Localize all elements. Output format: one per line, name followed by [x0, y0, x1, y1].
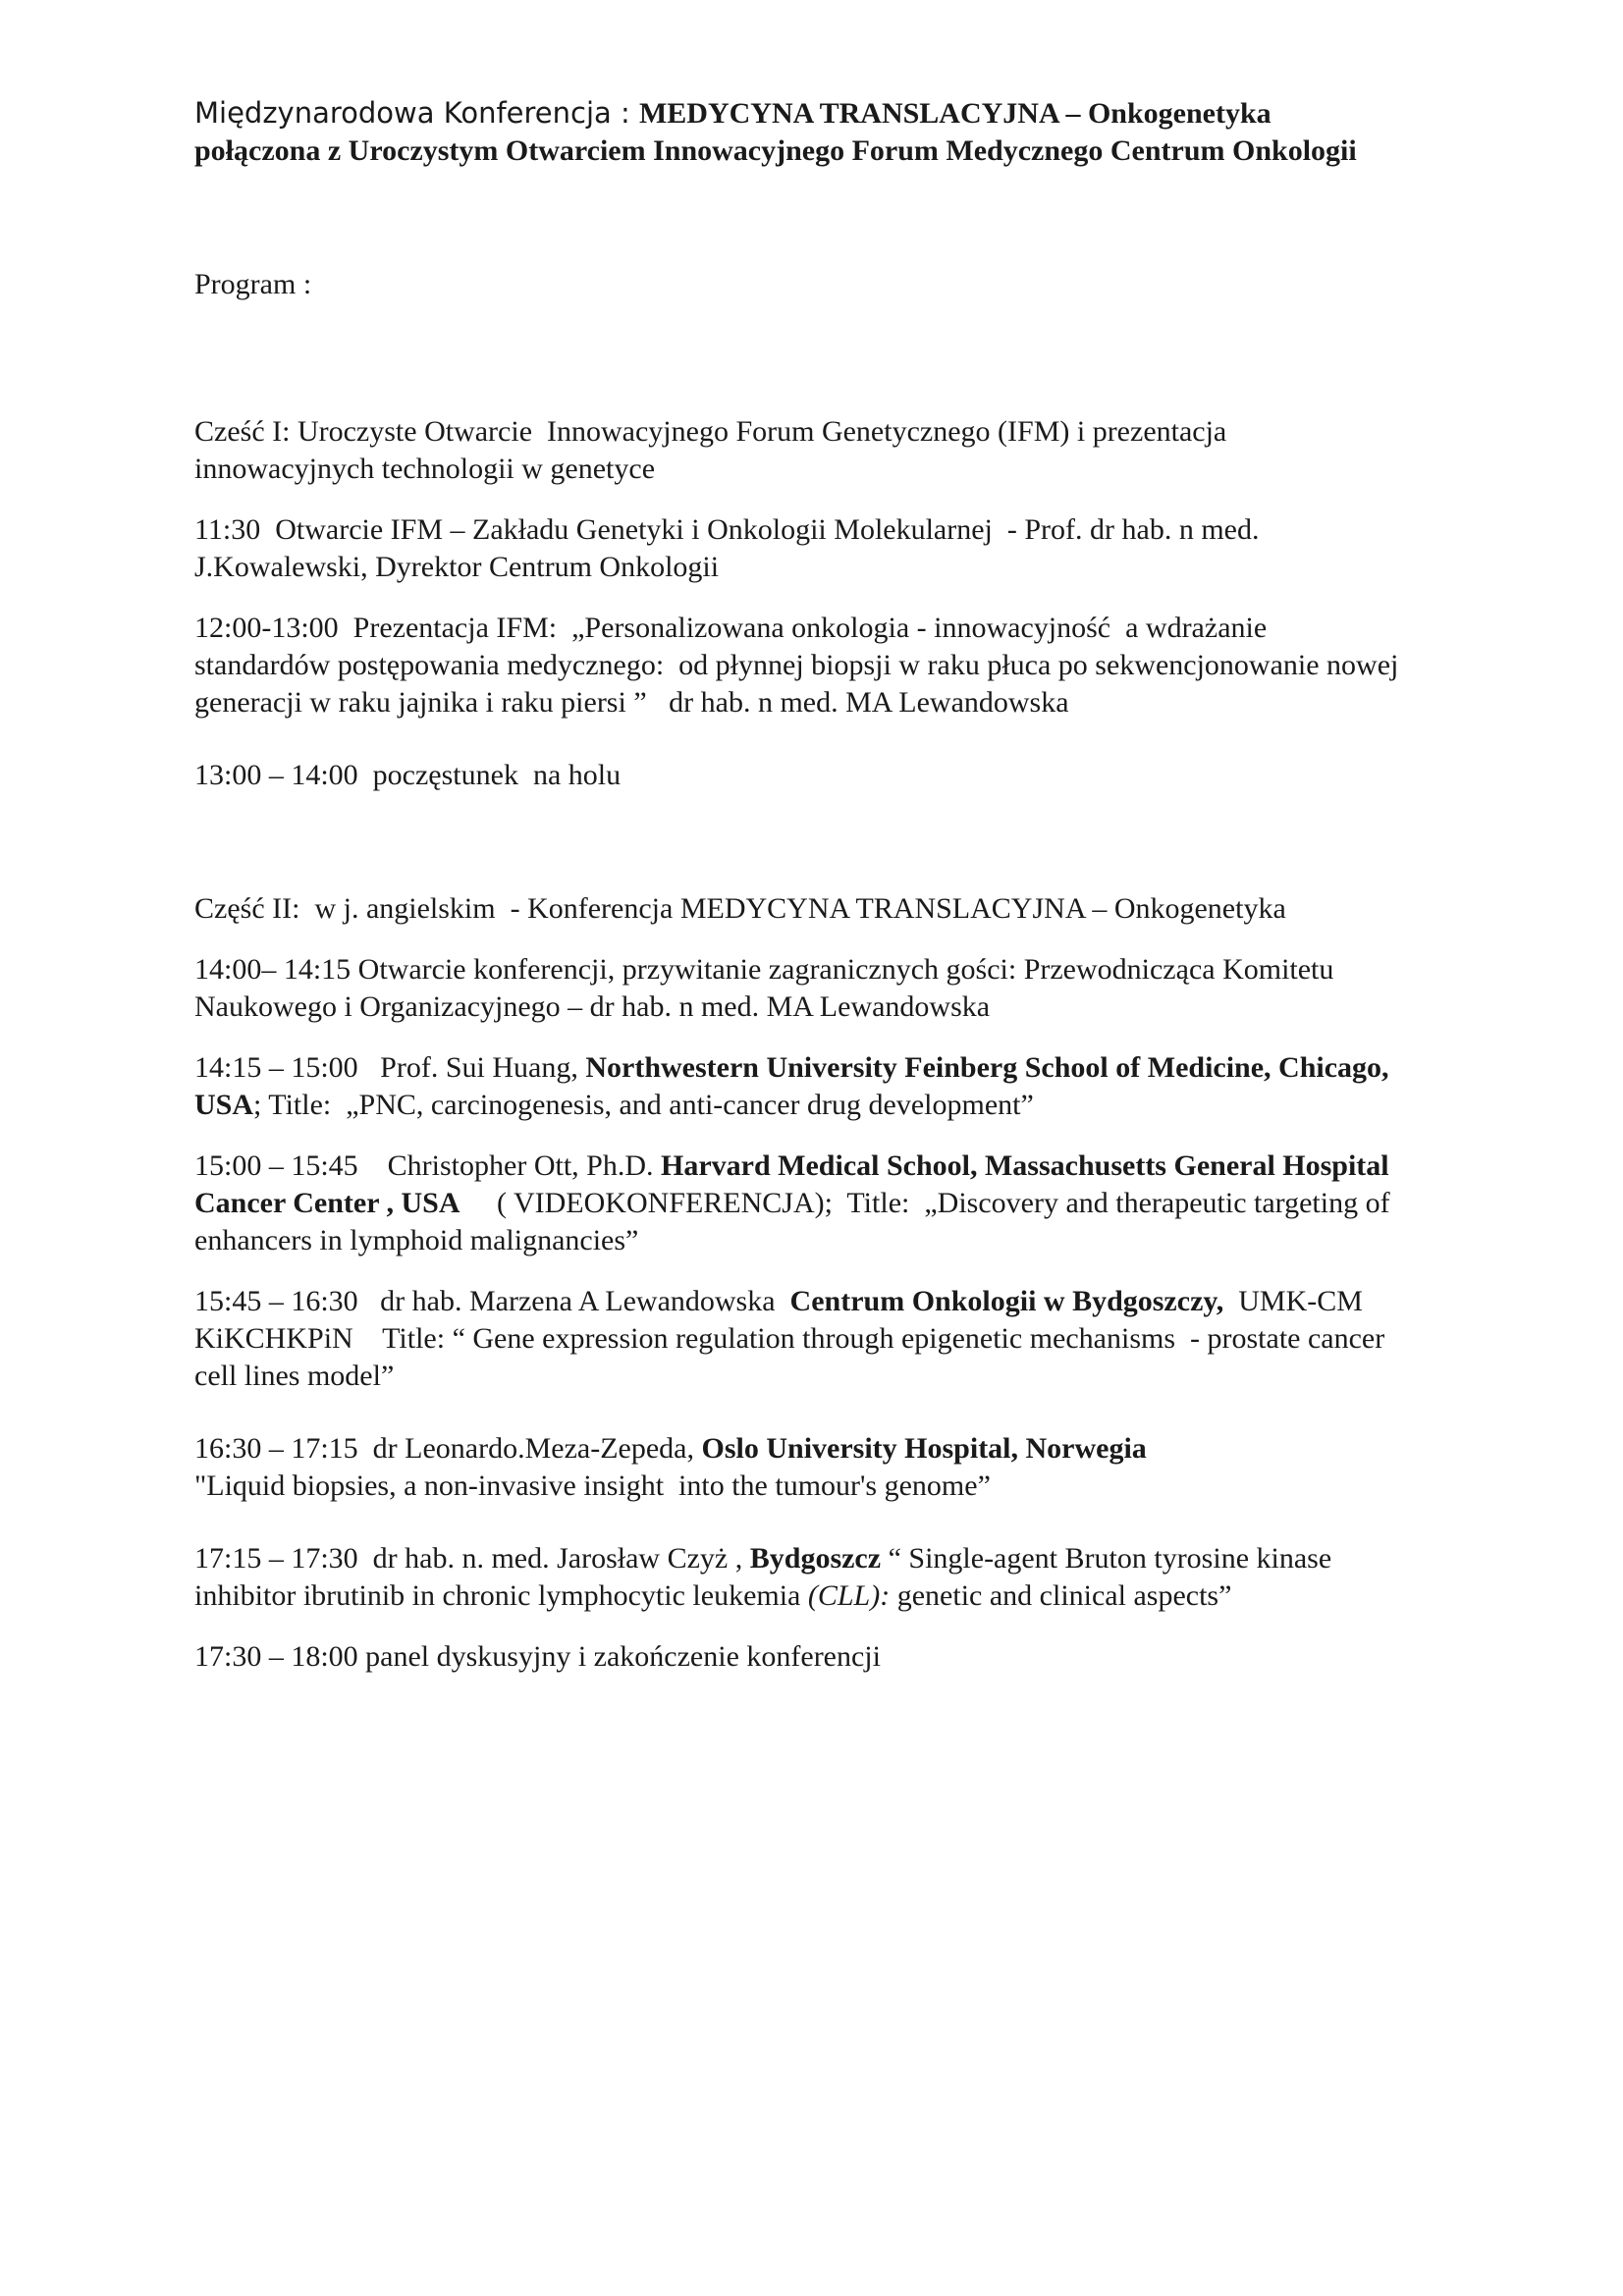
item-text: ; Title: „PNC, carcinogenesis, and anti-cancer drug development”	[253, 1089, 1034, 1121]
title-prefix: Międzynarodowa Konferencja :	[194, 96, 639, 130]
program-item-1415	[194, 1049, 1471, 1124]
program-label: Program :	[194, 268, 312, 300]
item-line: enhancers in lymphoid malignancies”	[194, 1224, 639, 1256]
item-line	[194, 1283, 1471, 1320]
program-item-1400	[194, 951, 1471, 1026]
item-affiliation: Harvard Medical School, Massachusetts General Hospital	[661, 1149, 1389, 1182]
item-text: “ Single-agent Bruton tyrosine kinase	[881, 1542, 1332, 1575]
item-text: genetic and clinical aspects”	[890, 1579, 1232, 1612]
title-bold-2: połączona z Uroczystym Otwarciem Innowacyjnego Forum Medycznego Centrum Onkologii	[194, 134, 1357, 167]
item-affiliation: USA	[194, 1089, 254, 1121]
item-line	[194, 1049, 1471, 1087]
program-item-1715	[194, 1540, 1471, 1615]
document-content	[194, 94, 1471, 1676]
item-text: 14:15 – 15:00 Prof. Sui Huang,	[194, 1051, 586, 1084]
program-item-1200	[194, 610, 1471, 721]
item-line: standardów postępowania medycznego: od płynnej biopsji w raku płuca po sekwencjonowanie nowej	[194, 649, 1399, 681]
item-affiliation: Bydgoszcz	[749, 1542, 882, 1575]
item-text: 15:45 – 16:30 dr hab. Marzena A Lewandowska	[194, 1285, 790, 1317]
item-affiliation: Centrum Onkologii w Bydgoszczy,	[789, 1285, 1224, 1317]
part2-heading-line: Część II: w j. angielskim - Konferencja MEDYCYNA TRANSLACYJNA – Onkogenetyka	[194, 892, 1286, 925]
item-affiliation: Northwestern University Feinberg School of Medicine, Chicago,	[585, 1051, 1389, 1084]
item-line	[194, 1148, 1471, 1185]
conference-title	[194, 94, 1471, 170]
part1-heading	[194, 413, 1471, 488]
item-line	[194, 1087, 1471, 1124]
part1-heading-line1: Cześć I: Uroczyste Otwarcie Innowacyjnego Forum Genetycznego (IFM) i prezentacja	[194, 415, 1227, 448]
title-line-1	[194, 94, 1471, 133]
title-bold-1: MEDYCYNA TRANSLACYJNA – Onkogenetyka	[638, 97, 1271, 130]
item-line: "Liquid biopsies, a non-invasive insight into the tumour's genome”	[194, 1469, 991, 1502]
program-item-1130	[194, 511, 1471, 586]
program-item-1630	[194, 1430, 1471, 1505]
program-item-1300	[194, 757, 1471, 794]
item-line: 14:00– 14:15 Otwarcie konferencji, przywitanie zagranicznych gości: Przewodnicząca Komitetu	[194, 953, 1334, 986]
item-text: 17:15 – 17:30 dr hab. n. med. Jarosław Czyż ,	[194, 1542, 750, 1575]
program-item-1545	[194, 1283, 1471, 1395]
item-line	[194, 1540, 1471, 1577]
item-text: UMK-CM	[1223, 1285, 1363, 1317]
item-text: ( VIDEOKONFERENCJA); Title: „Discovery and therapeutic targeting of	[460, 1187, 1390, 1219]
item-line	[194, 1430, 1471, 1468]
item-line: 13:00 – 14:00 poczęstunek na holu	[194, 759, 622, 791]
item-line: cell lines model”	[194, 1360, 395, 1392]
item-italic: (CLL):	[807, 1579, 891, 1612]
part2-heading	[194, 890, 1471, 928]
program-item-1730	[194, 1638, 1471, 1676]
item-affiliation: Oslo University Hospital, Norwegia	[701, 1432, 1147, 1465]
program-item-1500	[194, 1148, 1471, 1259]
item-line	[194, 1185, 1471, 1222]
item-line: 17:30 – 18:00 panel dyskusyjny i zakończenie konferencji	[194, 1640, 881, 1673]
part1-heading-line2: innowacyjnych technologii w genetyce	[194, 453, 656, 485]
item-line: generacji w raku jajnika i raku piersi ” dr hab. n med. MA Lewandowska	[194, 686, 1069, 719]
item-affiliation: Cancer Center , USA	[194, 1187, 460, 1219]
item-line: 11:30 Otwarcie IFM – Zakładu Genetyki i Onkologii Molekularnej - Prof. dr hab. n med.	[194, 513, 1260, 546]
item-line: J.Kowalewski, Dyrektor Centrum Onkologii	[194, 551, 720, 583]
item-text: inhibitor ibrutinib in chronic lymphocytic leukemia	[194, 1579, 808, 1612]
item-line: KiKCHKPiN Title: “ Gene expression regulation through epigenetic mechanisms - prostate cancer	[194, 1322, 1385, 1355]
item-line: 12:00-13:00 Prezentacja IFM: „Personalizowana onkologia - innowacyjność a wdrażanie	[194, 612, 1268, 644]
item-text: 16:30 – 17:15 dr Leonardo.Meza-Zepeda,	[194, 1432, 702, 1465]
item-line: Naukowego i Organizacyjnego – dr hab. n med. MA Lewandowska	[194, 990, 991, 1023]
item-text: 15:00 – 15:45 Christopher Ott, Ph.D.	[194, 1149, 662, 1182]
item-line	[194, 1577, 1471, 1615]
